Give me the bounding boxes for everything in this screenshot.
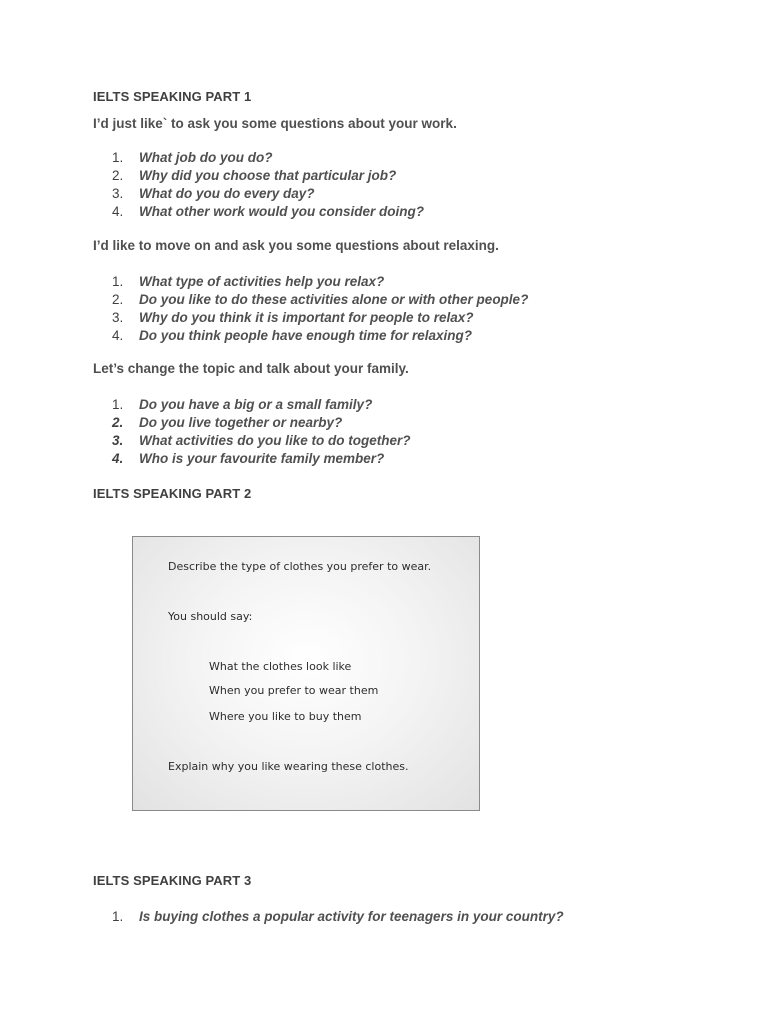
question-number: 2.	[112, 415, 124, 430]
question-text: What other work would you consider doing?	[139, 204, 424, 219]
list-item	[112, 450, 411, 468]
cue-card-explain: Explain why you like wearing these clothes.	[168, 760, 409, 773]
part1-work-intro: I’d just like` to ask you some questions about your work.	[93, 116, 457, 131]
work-questions-list	[112, 149, 424, 221]
question-number: 1.	[112, 150, 124, 165]
question-text: Do you have a big or a small family?	[139, 397, 373, 412]
list-item	[112, 414, 411, 432]
list-item	[112, 327, 528, 345]
question-number: 3.	[112, 433, 124, 448]
question-number: 1.	[112, 397, 124, 412]
list-item	[112, 185, 424, 203]
question-text: What activities do you like to do together?	[139, 433, 411, 448]
list-item	[112, 273, 528, 291]
part3-questions-list	[112, 908, 564, 926]
list-item	[112, 203, 424, 221]
question-text: Why do you think it is important for people to relax?	[139, 310, 474, 325]
part2-heading: IELTS SPEAKING PART 2	[93, 486, 252, 501]
question-number: 3.	[112, 310, 124, 325]
cue-card-point: What the clothes look like	[209, 660, 352, 673]
cue-card-point: Where you like to buy them	[209, 710, 362, 723]
question-number: 1.	[112, 274, 124, 289]
list-item	[112, 432, 411, 450]
question-text: What type of activities help you relax?	[139, 274, 385, 289]
question-text: Who is your favourite family member?	[139, 451, 385, 466]
cue-card-point: When you prefer to wear them	[209, 684, 379, 697]
question-text: What job do you do?	[139, 150, 273, 165]
question-number: 4.	[112, 328, 124, 343]
list-item	[112, 908, 564, 926]
question-number: 4.	[112, 204, 124, 219]
cue-card	[132, 536, 480, 811]
part3-heading: IELTS SPEAKING PART 3	[93, 873, 252, 888]
family-questions-list	[112, 396, 411, 468]
question-text: Why did you choose that particular job?	[139, 168, 397, 183]
list-item	[112, 167, 424, 185]
relaxing-questions-list	[112, 273, 528, 345]
question-number: 2.	[112, 168, 124, 183]
question-text: What do you do every day?	[139, 186, 315, 201]
question-text: Do you like to do these activities alone or with other people?	[139, 292, 529, 307]
list-item	[112, 309, 528, 327]
part1-heading: IELTS SPEAKING PART 1	[93, 89, 252, 104]
question-text: Do you live together or nearby?	[139, 415, 343, 430]
cue-card-should-say: You should say:	[168, 610, 253, 623]
list-item	[112, 396, 411, 414]
question-number: 4.	[112, 451, 124, 466]
question-number: 3.	[112, 186, 124, 201]
part1-family-intro: Let’s change the topic and talk about your family.	[93, 361, 409, 376]
list-item	[112, 291, 528, 309]
question-number: 1.	[112, 909, 124, 924]
cue-card-topic: Describe the type of clothes you prefer to wear.	[168, 560, 432, 573]
list-item	[112, 149, 424, 167]
question-text: Is buying clothes a popular activity for teenagers in your country?	[139, 909, 564, 924]
question-number: 2.	[112, 292, 124, 307]
part1-relaxing-intro: I’d like to move on and ask you some questions about relaxing.	[93, 238, 499, 253]
question-text: Do you think people have enough time for relaxing?	[139, 328, 473, 343]
